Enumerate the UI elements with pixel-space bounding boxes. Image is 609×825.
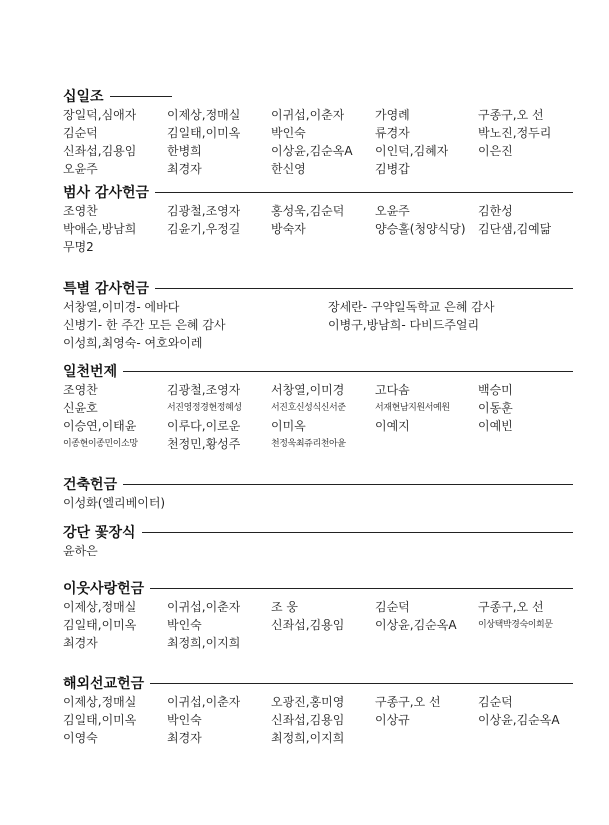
donor-name: 이은진	[478, 144, 513, 158]
donor-note: 이병구,방남희- 다비드주얼리	[328, 318, 480, 332]
donor-name: 이예빈	[478, 419, 513, 433]
donor-name: 한병희	[167, 144, 202, 158]
name-row	[63, 202, 573, 220]
donor-name: 신좌섭,김용임	[63, 144, 137, 158]
section-divider	[155, 192, 573, 193]
name-row	[63, 160, 573, 178]
donor-name: 최경자	[167, 162, 202, 176]
donor-name: 이예지	[375, 419, 410, 433]
name-row	[63, 435, 573, 453]
section-divider	[142, 532, 574, 533]
section-header	[63, 474, 573, 494]
section-s4	[63, 361, 573, 453]
donor-name: 김일태,이미옥	[167, 126, 241, 140]
section-divider	[110, 96, 172, 97]
donor-name: 서진호신성식신서준	[271, 403, 346, 413]
donor-name: 한신영	[271, 162, 306, 176]
name-row	[63, 124, 573, 142]
donor-note: 이성희,최영숙- 여호와이레	[63, 336, 203, 350]
section-title: 해외선교헌금	[63, 676, 145, 692]
name-row	[63, 634, 573, 652]
section-header	[63, 86, 573, 106]
note-row	[63, 494, 573, 512]
donor-name: 오윤주	[63, 162, 98, 176]
donor-name: 신윤호	[63, 401, 98, 415]
donor-name: 이루다,이로운	[167, 419, 241, 433]
section-header	[63, 673, 573, 693]
section-divider	[150, 683, 573, 684]
section-s8	[63, 673, 573, 747]
donor-name: 김순덕	[63, 126, 98, 140]
donor-name: 이미옥	[271, 419, 306, 433]
donor-name: 이귀섭,이춘자	[167, 695, 241, 709]
section-s1	[63, 86, 573, 178]
name-row	[63, 399, 573, 417]
donor-name: 서진영정경현정혜성	[167, 403, 242, 413]
section-header	[63, 278, 573, 298]
section-s2	[63, 182, 573, 256]
donor-name: 조영찬	[63, 204, 98, 218]
donor-name: 이동훈	[478, 401, 513, 415]
donor-name: 신좌섭,김용임	[271, 713, 345, 727]
name-row	[63, 598, 573, 616]
donor-name: 최경자	[167, 731, 202, 745]
section-title: 특별 감사헌금	[63, 281, 150, 297]
section-header	[63, 182, 573, 202]
donor-name: 김일태,이미옥	[63, 713, 137, 727]
section-title: 십일조	[63, 89, 104, 105]
name-row	[63, 142, 573, 160]
note-row	[63, 542, 573, 560]
donor-name: 이영숙	[63, 731, 98, 745]
section-header	[63, 578, 573, 598]
donor-note: 서창열,이미경- 에바다	[63, 300, 180, 314]
note-row	[63, 334, 573, 352]
name-row	[63, 693, 573, 711]
donor-name: 이상윤,김순옥A	[478, 713, 560, 727]
donor-name: 박인숙	[167, 618, 202, 632]
donor-name: 이제상,정매실	[63, 695, 137, 709]
donor-name: 고다솜	[375, 383, 410, 397]
donor-name: 김병갑	[375, 162, 410, 176]
name-row	[63, 729, 573, 747]
donor-name: 박인숙	[167, 713, 202, 727]
donor-name: 백승미	[478, 383, 513, 397]
donor-name: 이귀섭,이춘자	[167, 600, 241, 614]
donor-name: 장일덕,심애자	[63, 108, 137, 122]
donor-name: 박애순,방남희	[63, 222, 137, 236]
donor-name: 양승홀(청양식당)	[375, 222, 466, 236]
donor-name: 이종현이종민이소망	[63, 439, 138, 449]
name-row	[63, 616, 573, 634]
donor-name: 김순덕	[478, 695, 513, 709]
donor-name: 방숙자	[271, 222, 306, 236]
donor-note: 윤하은	[63, 544, 98, 558]
section-divider	[155, 288, 573, 289]
name-row	[63, 220, 573, 238]
section-s3	[63, 278, 573, 352]
donor-name: 천정민,황성주	[167, 437, 241, 451]
section-header	[63, 522, 573, 542]
donor-name: 이귀섭,이춘자	[271, 108, 345, 122]
donor-note: 이성화(엘리베이터)	[63, 496, 166, 510]
name-row	[63, 238, 573, 256]
donor-name: 구종구,오 선	[478, 108, 544, 122]
name-row	[63, 381, 573, 399]
donor-name: 무명2	[63, 240, 94, 254]
donor-name: 김일태,이미옥	[63, 618, 137, 632]
section-divider	[123, 371, 573, 372]
donor-name: 이상택박경숙이희문	[478, 620, 553, 630]
donor-name: 이인덕,김혜자	[375, 144, 449, 158]
name-row	[63, 106, 573, 124]
donor-name: 최경자	[63, 636, 98, 650]
donor-name: 구종구,오 선	[478, 600, 544, 614]
donor-name: 김광철,조영자	[167, 204, 241, 218]
donor-name: 김한성	[478, 204, 513, 218]
donor-name: 김광철,조영자	[167, 383, 241, 397]
donor-name: 홍성욱,김순덕	[271, 204, 345, 218]
donor-name: 서창열,이미경	[271, 383, 345, 397]
section-divider	[150, 588, 573, 589]
donor-name: 구종구,오 선	[375, 695, 441, 709]
donor-name: 이제상,정매실	[167, 108, 241, 122]
note-row	[63, 298, 573, 316]
donor-name: 최정희,이지희	[167, 636, 241, 650]
donor-name: 최정희,이지희	[271, 731, 345, 745]
donor-name: 서재현남지원서예원	[375, 403, 450, 413]
section-s7	[63, 578, 573, 652]
donor-name: 김윤기,우정길	[167, 222, 241, 236]
section-s5	[63, 474, 573, 512]
donor-name: 박노진,정두리	[478, 126, 552, 140]
donor-note: 장세란- 구약일독학교 은혜 감사	[328, 300, 495, 314]
section-title: 일천번제	[63, 364, 118, 380]
donor-name: 류경자	[375, 126, 410, 140]
donor-name: 이제상,정매실	[63, 600, 137, 614]
donor-name: 이상규	[375, 713, 410, 727]
name-row	[63, 711, 573, 729]
section-header	[63, 361, 573, 381]
donor-name: 가영례	[375, 108, 410, 122]
name-row	[63, 417, 573, 435]
donor-name: 김단샘,김예닮	[478, 222, 552, 236]
donor-name: 오윤주	[375, 204, 410, 218]
section-title: 강단 꽃장식	[63, 525, 136, 541]
donor-name: 천정욱최쥬리천아윤	[271, 439, 346, 449]
donor-name: 박인숙	[271, 126, 306, 140]
section-title: 건축헌금	[63, 477, 118, 493]
section-title: 범사 감사헌금	[63, 185, 150, 201]
donor-name: 신좌섭,김용임	[271, 618, 345, 632]
section-s6	[63, 522, 573, 560]
donor-name: 오광진,홍미영	[271, 695, 345, 709]
donor-name: 이승연,이태윤	[63, 419, 137, 433]
donor-note: 신병기- 한 주간 모든 은혜 감사	[63, 318, 226, 332]
donor-name: 김순덕	[375, 600, 410, 614]
donor-name: 이상윤,김순옥A	[271, 144, 353, 158]
section-title: 이웃사랑헌금	[63, 581, 145, 597]
section-divider	[123, 484, 573, 485]
donor-name: 조영찬	[63, 383, 98, 397]
note-row	[63, 316, 573, 334]
donor-name: 조 웅	[271, 600, 298, 614]
donor-name: 이상윤,김순옥A	[375, 618, 457, 632]
